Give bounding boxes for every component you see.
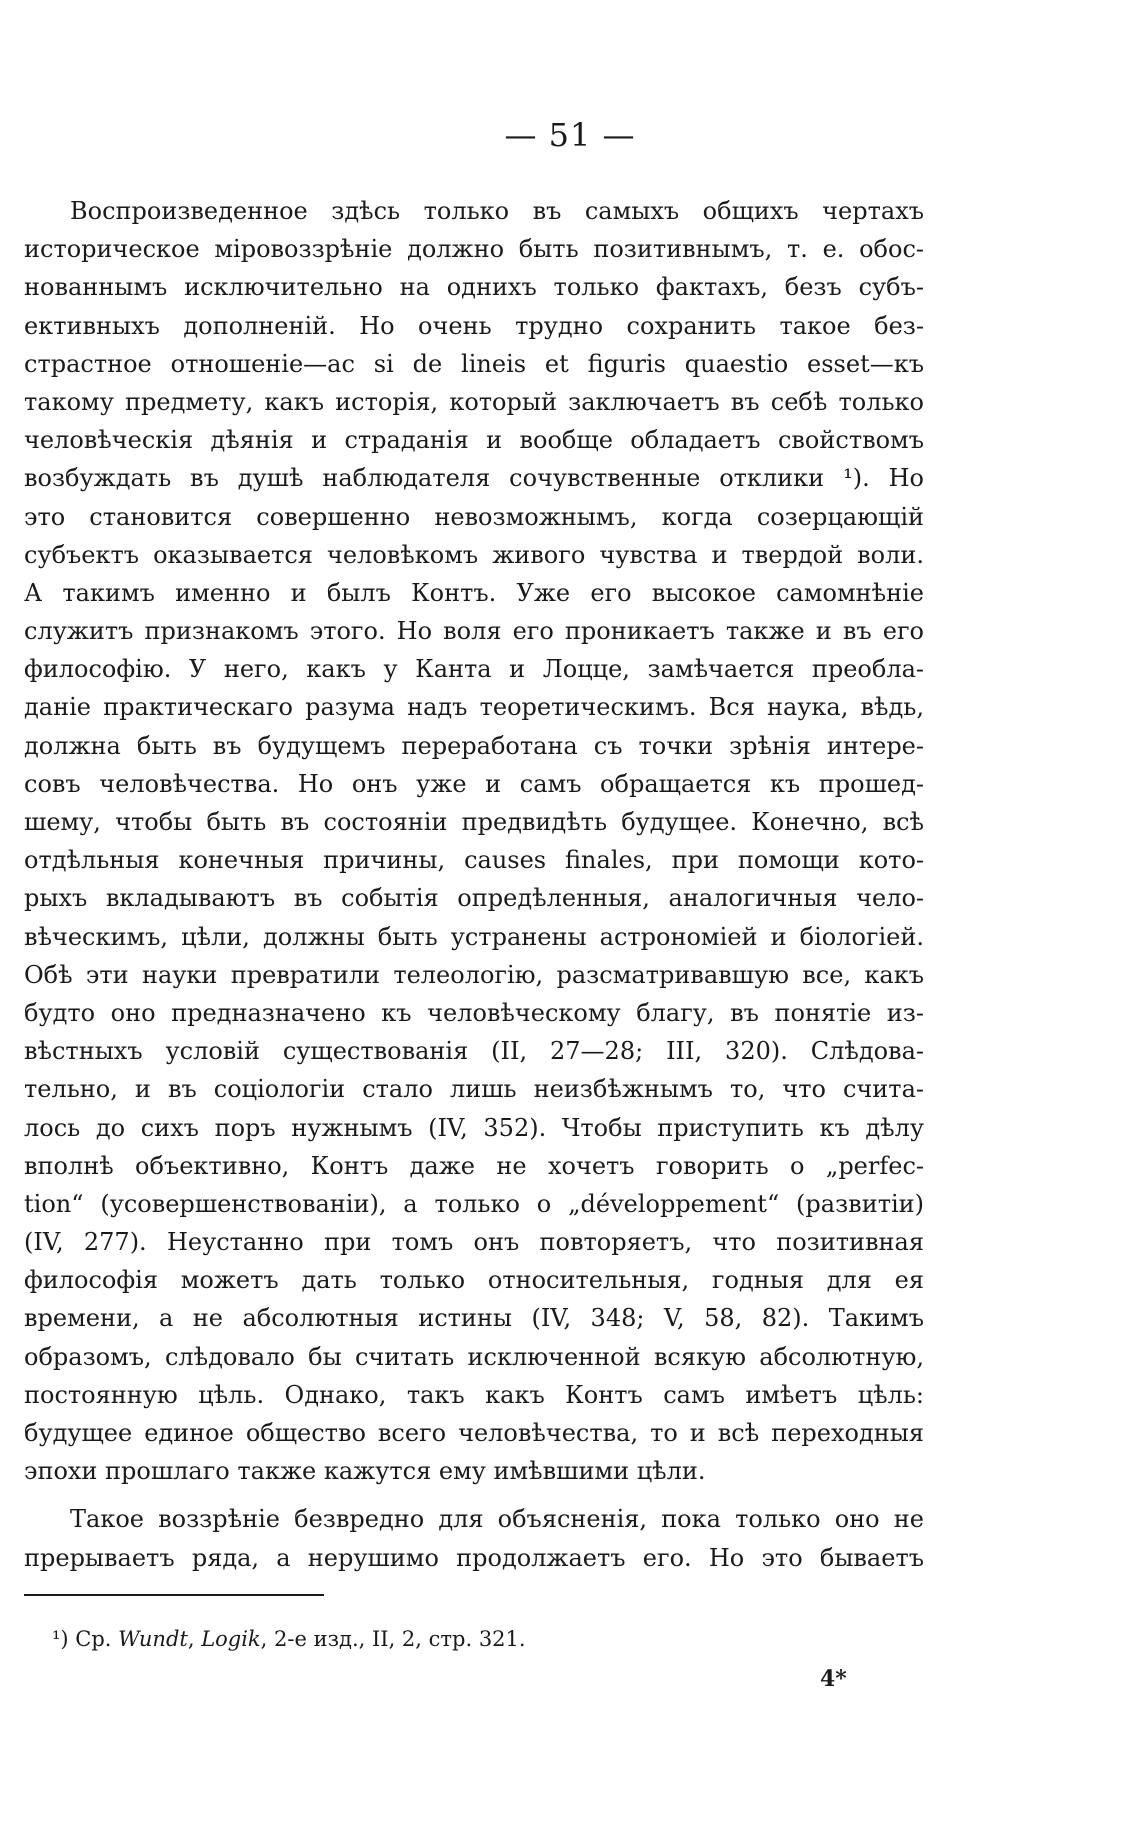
text-line: эпохи прошлаго также кажутся ему имѣвшими цѣли. — [24, 1457, 706, 1486]
text-line: должна быть въ будущемъ переработана съ точки зрѣнія интере- — [24, 731, 924, 760]
text-line: Обѣ эти науки превратили телеологію, разсматривавшую все, какъ — [24, 960, 924, 989]
footnote-work: Logik — [201, 1627, 261, 1651]
footnote-marker: ¹) Ср. — [52, 1627, 119, 1651]
text-line: вполнѣ объективно, Контъ даже не хочетъ говорить о „perfec- — [24, 1151, 924, 1180]
text-line: А такимъ именно и былъ Контъ. Уже его высокое самомнѣніе — [24, 578, 924, 607]
text-line: прерываетъ ряда, а нерушимо продолжаетъ его. Но это бываетъ — [24, 1543, 924, 1572]
footnote-rule — [24, 1594, 324, 1596]
footnote — [52, 1624, 526, 1654]
footnote-separator: , — [187, 1627, 202, 1651]
text-line: страстное отношеніе—ac si de lineis et figuris quaestio esset—къ — [24, 349, 924, 378]
text-line: образомъ, слѣдовало бы считать исключенной всякую абсолютную, — [24, 1342, 924, 1371]
text-line: лось до сихъ поръ нужнымъ (IV, 352). Чтобы приступить къ дѣлу — [24, 1113, 924, 1142]
text-line: постоянную цѣль. Однако, такъ какъ Контъ самъ имѣетъ цѣль: — [24, 1380, 924, 1409]
text-line: отдѣльныя конечныя причины, causes finales, при помощи кото- — [24, 846, 924, 875]
body-text — [24, 192, 924, 1577]
text-line: Такое воззрѣніе безвредно для объясненія, пока только оно не — [70, 1505, 924, 1534]
text-line: тельно, и въ соціологіи стало лишь неизбѣжнымъ то, что счита- — [24, 1075, 924, 1104]
text-line: будущее единое общество всего человѣчества, то и всѣ переходныя — [24, 1419, 924, 1447]
paragraph — [24, 192, 924, 1490]
text-line: (IV, 277). Неустанно при томъ онъ повторяетъ, что позитивная — [24, 1228, 924, 1257]
text-line: вѣстныхъ условій существованія (II, 27—28; III, 320). Слѣдова- — [24, 1037, 924, 1066]
text-line: возбуждать въ душѣ наблюдателя сочувственные отклики ¹). Но — [24, 464, 924, 493]
paragraph — [24, 1500, 924, 1576]
footnote-author: Wundt — [118, 1627, 188, 1651]
text-line: рыхъ вкладываютъ въ событія опредѣленныя, аналогичныя чело- — [24, 884, 924, 913]
text-line: шему, чтобы быть въ состояніи предвидѣть будущее. Конечно, всѣ — [24, 808, 924, 836]
paragraph-gap — [24, 1490, 924, 1500]
text-line: совъ человѣчества. Но онъ уже и самъ обращается къ прошед- — [24, 769, 924, 798]
text-line: это становится совершенно невозможнымъ, когда созерцающій — [24, 502, 924, 531]
text-line: даніе практическаго разума надъ теоретическимъ. Вся наука, вѣдь, — [24, 693, 924, 722]
text-line: человѣческія дѣянія и страданія и вообще обладаетъ свойствомъ — [24, 426, 924, 455]
text-line: Воспроизведенное здѣсь только въ самыхъ общихъ чертахъ — [70, 197, 924, 225]
text-line: служитъ признакомъ этого. Но воля его проникаетъ также и въ его — [24, 617, 924, 646]
text-line: историческое міровоззрѣніе должно быть позитивнымъ, т. е. обос- — [24, 235, 924, 264]
text-line: будто оно предназначено къ человѣческому благу, въ понятіе из- — [24, 998, 924, 1027]
text-line: времени, а не абсолютныя истины (IV, 348; V, 58, 82). Такимъ — [24, 1304, 924, 1333]
text-line: субъектъ оказывается человѣкомъ живого чувства и твердой воли. — [24, 540, 924, 569]
footnote-reference: , 2-е изд., II, 2, стр. 321. — [260, 1627, 526, 1651]
signature-mark: 4* — [820, 1666, 847, 1692]
text-line: ективныхъ дополненій. Но очень трудно сохранить такое без- — [24, 311, 924, 340]
text-line: tion“ (усовершенствованіи), а только о „développement“ (развитіи) — [24, 1189, 924, 1218]
text-line: такому предмету, какъ исторія, который заключаетъ въ себѣ только — [24, 387, 924, 416]
text-line: философія можетъ дать только относительныя, годныя для ея — [24, 1266, 924, 1295]
text-line: нованнымъ исключительно на однихъ только фактахъ, безъ субъ- — [24, 273, 924, 302]
text-line: вѣческимъ, цѣли, должны быть устранены астрономіей и біологіей. — [24, 922, 924, 951]
text-line: философію. У него, какъ у Канта и Лоцце, замѣчается преобла- — [24, 655, 924, 684]
page-number: — 51 — — [504, 116, 636, 154]
